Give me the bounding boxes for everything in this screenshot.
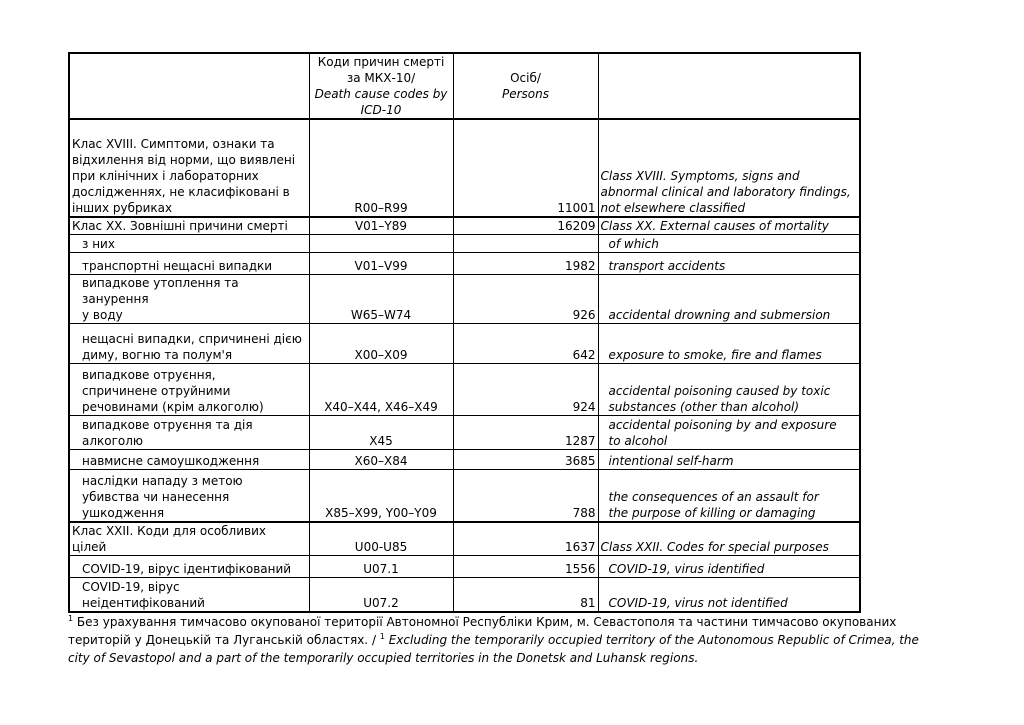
- row-name-ua-line: транспортні нещасні випадки: [82, 259, 273, 273]
- row-name-ua-line: Клас XVIII. Симптоми, ознаки та: [72, 137, 275, 151]
- row-code: U07.1: [309, 556, 453, 578]
- row-name-ua-line: Клас XXII. Коди для особливих: [72, 524, 266, 538]
- row-name-en: [598, 522, 860, 556]
- row-name-ua: [69, 253, 309, 275]
- row-code: R00–R99: [309, 119, 453, 217]
- row-name-en: [598, 364, 860, 416]
- header-persons-en: Persons: [501, 87, 549, 101]
- row-name-ua-line: дослідженнях, не класифіковані в: [72, 185, 290, 199]
- row-name-ua-line: навмисне самоушкодження: [82, 454, 260, 468]
- row-code: W65–W74: [309, 275, 453, 324]
- mortality-table: [68, 52, 861, 613]
- row-name-en: [598, 324, 860, 364]
- row-name-en: [598, 450, 860, 470]
- header-codes-en-1: Death cause codes by: [314, 87, 448, 101]
- row-name-en-line: Class XX. External causes of mortality: [600, 219, 829, 233]
- row-name-en: [598, 470, 860, 522]
- row-name-ua: [69, 275, 309, 324]
- row-persons: 642: [453, 324, 598, 364]
- row-name-ua-line: відхилення від норми, що виявлені: [72, 153, 296, 167]
- table-row: [69, 364, 860, 416]
- table-row: [69, 578, 860, 612]
- table-row: [69, 217, 860, 235]
- row-code: [309, 235, 453, 253]
- row-persons: 11001: [453, 119, 598, 217]
- row-name-en-line: to alcohol: [608, 434, 668, 448]
- row-persons: 1556: [453, 556, 598, 578]
- row-name-en-line: substances (other than alcohol): [608, 400, 800, 414]
- row-code: X60–X84: [309, 450, 453, 470]
- row-name-en: [598, 578, 860, 612]
- row-name-en-line: Class XXII. Codes for special purposes: [600, 540, 829, 554]
- row-name-ua-line: алкоголю: [82, 434, 144, 448]
- row-name-ua-line: спричинене отруйними: [82, 384, 231, 398]
- row-persons: 1637: [453, 522, 598, 556]
- header-name-cell: [69, 53, 309, 119]
- header-persons-cell: [453, 53, 598, 119]
- row-code: X85–X99, Y00–Y09: [309, 470, 453, 522]
- table-row: [69, 556, 860, 578]
- row-name-en-line: Class XVIII. Symptoms, signs and: [600, 169, 800, 183]
- row-name-en-line: exposure to smoke, fire and flames: [608, 348, 822, 362]
- row-name-ua: [69, 556, 309, 578]
- row-name-ua-line: випадкове утоплення та занурення: [82, 276, 239, 306]
- row-name-en-line: intentional self-harm: [608, 454, 734, 468]
- row-name-en: [598, 556, 860, 578]
- row-persons: 81: [453, 578, 598, 612]
- row-name-en-line: COVID-19, virus identified: [608, 562, 765, 576]
- table-row: [69, 235, 860, 253]
- footnote: [68, 613, 928, 667]
- row-code: X45: [309, 416, 453, 450]
- footnote-en-text: Excluding the temporarily occupied territory of the Autonomous Republic of Crimea, the city of Sevastopol and a part of the temporarily occupied territories in the Donetsk and Luhansk regions.: [68, 633, 919, 665]
- row-name-ua-line: цілей: [72, 540, 107, 554]
- row-name-en-line: the consequences of an assault for: [608, 489, 819, 504]
- row-persons: 924: [453, 364, 598, 416]
- row-name-en: [598, 275, 860, 324]
- row-name-en-line: accidental poisoning by and exposure: [608, 418, 837, 432]
- row-code: V01–Y89: [309, 217, 453, 235]
- header-en-cell: [598, 53, 860, 119]
- row-name-en-line: accidental drowning and submersion: [608, 308, 831, 322]
- table-row: [69, 522, 860, 556]
- row-name-ua-line: випадкове отруєння,: [82, 368, 216, 382]
- table-row: [69, 275, 860, 324]
- table-row: [69, 119, 860, 217]
- row-code: U00-U85: [309, 522, 453, 556]
- row-name-ua-line: диму, вогню та полум'я: [82, 348, 233, 362]
- row-name-en-line: transport accidents: [608, 259, 726, 273]
- row-name-ua: [69, 364, 309, 416]
- row-name-en: [598, 253, 860, 275]
- row-name-en: [598, 416, 860, 450]
- table-row: [69, 253, 860, 275]
- header-codes-en-2: ICD-10: [360, 103, 402, 117]
- row-name-en-line: of which: [608, 237, 659, 251]
- table-row: [69, 416, 860, 450]
- row-name-ua: [69, 119, 309, 217]
- row-persons: 788: [453, 470, 598, 522]
- row-name-ua-line: інших рубриках: [72, 201, 173, 215]
- header-codes-ua-2: за МКХ-10/: [346, 71, 416, 85]
- row-name-en: [598, 119, 860, 217]
- row-persons: 16209: [453, 217, 598, 235]
- row-persons: 1982: [453, 253, 598, 275]
- row-name-ua: [69, 522, 309, 556]
- row-name-ua-line: у воду: [82, 308, 123, 322]
- row-name-ua-line: ушкодження: [82, 505, 165, 520]
- table-row: [69, 450, 860, 470]
- row-name-ua-line: наслідки нападу з метою: [82, 473, 243, 488]
- row-persons: 3685: [453, 450, 598, 470]
- row-name-ua: [69, 324, 309, 364]
- table-row: [69, 470, 860, 522]
- row-name-ua: [69, 470, 309, 522]
- row-code: V01–V99: [309, 253, 453, 275]
- row-code: X00–X09: [309, 324, 453, 364]
- row-name-ua-line: убивства чи нанесення: [82, 489, 230, 504]
- row-name-ua-line: з них: [82, 237, 115, 251]
- row-name-ua: [69, 235, 309, 253]
- row-name-ua: [69, 450, 309, 470]
- row-name-ua-line: випадкове отруєння та дія: [82, 418, 253, 432]
- row-name-ua-line: COVID-19, вірус: [82, 579, 180, 594]
- row-name-en: [598, 235, 860, 253]
- row-name-ua-line: нещасні випадки, спричинені дією: [82, 332, 302, 346]
- row-name-ua: [69, 578, 309, 612]
- row-name-ua-line: COVID-19, вірус ідентифікований: [82, 562, 292, 576]
- row-name-ua-line: при клінічних і лабораторних: [72, 169, 259, 183]
- table-row: [69, 324, 860, 364]
- row-name-ua-line: неідентифікований: [82, 595, 205, 610]
- footnote-mark: 1: [68, 614, 74, 623]
- row-code: X40–X44, X46–X49: [309, 364, 453, 416]
- row-name-ua-line: Клас XX. Зовнішні причини смерті: [72, 219, 288, 233]
- table-body: [69, 119, 860, 612]
- header-persons-ua: Осіб/: [510, 71, 541, 85]
- row-name-ua: [69, 217, 309, 235]
- footnote-ua-text: Без урахування тимчасово окупованої території Автономної Республіки Крим, м. Севастополя та частини тимчасово окупованих територій у Донецькій та Луганській областях. /: [68, 615, 897, 647]
- row-name-en-line: not elsewhere classified: [600, 201, 746, 215]
- row-name-ua: [69, 416, 309, 450]
- row-code: U07.2: [309, 578, 453, 612]
- row-persons: 926: [453, 275, 598, 324]
- row-name-en-line: the purpose of killing or damaging: [608, 505, 816, 520]
- row-name-ua-line: речовинами (крім алкоголю): [82, 400, 264, 414]
- table-header-row: [69, 53, 860, 119]
- row-persons: [453, 235, 598, 253]
- row-name-en-line: accidental poisoning caused by toxic: [608, 384, 831, 398]
- row-name-en: [598, 217, 860, 235]
- row-name-en-line: abnormal clinical and laboratory findings,: [600, 185, 851, 199]
- row-name-en-line: COVID-19, virus not identified: [608, 595, 788, 610]
- row-persons: 1287: [453, 416, 598, 450]
- header-codes-cell: [309, 53, 453, 119]
- footnote-mark-2: 1: [379, 632, 385, 641]
- header-codes-ua-1: Коди причин смерті: [317, 55, 445, 69]
